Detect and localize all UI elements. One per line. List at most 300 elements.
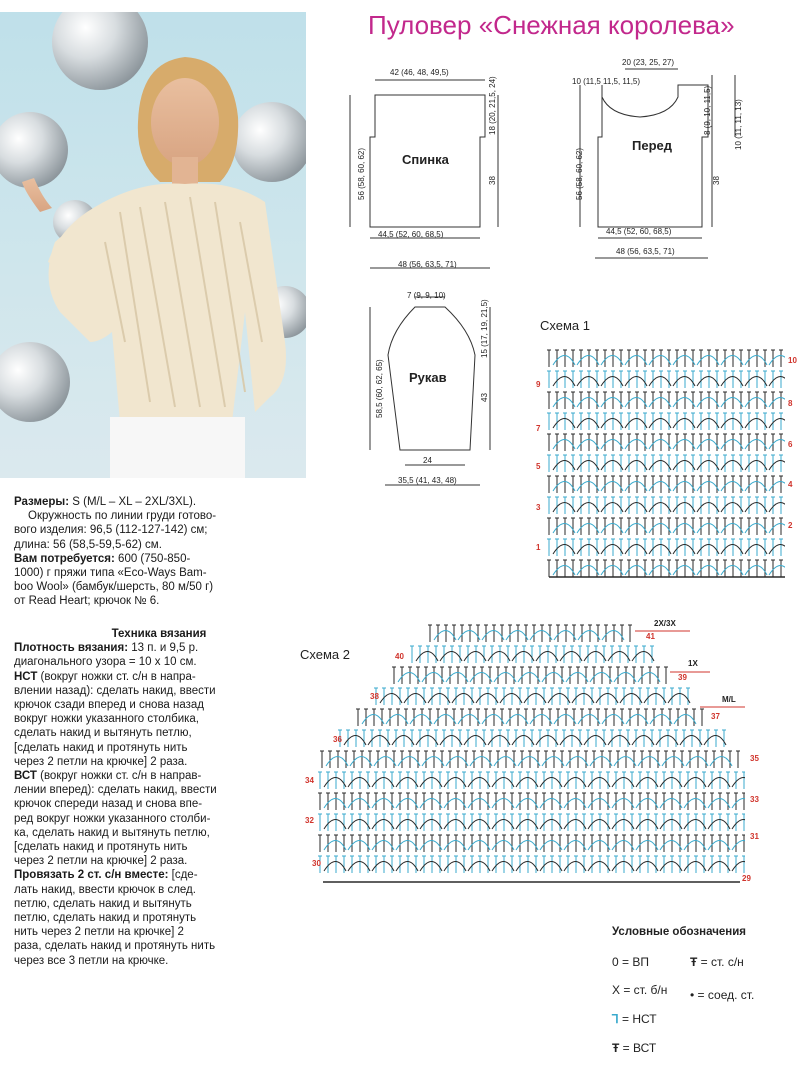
stitch-mark (606, 688, 610, 705)
stitch-mark (742, 835, 745, 852)
chain-arc (444, 862, 466, 872)
chain-arc (745, 377, 767, 387)
stitch-mark (598, 835, 602, 852)
chain-arc (745, 398, 767, 408)
chain-arc (614, 673, 636, 683)
chain-arc (488, 652, 510, 662)
chain-arc (516, 799, 538, 809)
stitch-mark (540, 625, 544, 642)
stitch-mark (468, 625, 472, 642)
chain-arc (769, 461, 785, 471)
stitch-mark (670, 835, 674, 852)
stitch-mark (618, 646, 622, 663)
chain-arc (324, 841, 346, 851)
chain-arc (536, 736, 558, 746)
stitch-mark (707, 539, 711, 556)
chain-arc (422, 673, 444, 683)
stitch-mark (731, 476, 735, 493)
chain-arc (769, 356, 785, 366)
chain-arc (468, 862, 490, 872)
chain-arc (649, 440, 671, 450)
stitch-mark (574, 856, 578, 873)
stitch-mark (646, 835, 650, 852)
stitch-mark (598, 772, 602, 789)
stitch-mark (707, 497, 711, 514)
stitch-mark (707, 392, 711, 409)
stitch-mark (468, 709, 472, 726)
row-number: 33 (750, 795, 759, 804)
chain-arc (348, 820, 370, 830)
chain-arc (564, 841, 586, 851)
chain-arc (572, 694, 594, 704)
chain-arc (601, 524, 623, 534)
chain-arc (577, 356, 599, 366)
chain-arc (697, 482, 719, 492)
chain-arc (649, 566, 671, 576)
chain-arc (626, 715, 648, 725)
chain-arc (554, 631, 576, 641)
stitch-mark (628, 625, 632, 642)
chain-arc (553, 566, 575, 576)
chain-arc (452, 694, 474, 704)
chain-arc (577, 461, 599, 471)
chain-arc (745, 356, 767, 366)
stitch-mark (528, 667, 532, 684)
stitch-mark (731, 455, 735, 472)
stitch-mark (454, 856, 458, 873)
row-number: 39 (678, 673, 687, 682)
chain-arc (324, 820, 346, 830)
stitch-mark (563, 371, 567, 388)
chain-arc (601, 545, 623, 555)
chain-arc (673, 377, 695, 387)
front-side: 38 (712, 176, 721, 185)
stitch-mark (486, 688, 490, 705)
chain-arc (732, 778, 745, 788)
stitch-mark (456, 751, 460, 768)
stitch-mark (611, 434, 615, 451)
need-heading: Вам потребуется: (14, 552, 115, 565)
chain-arc (348, 841, 370, 851)
legend-st-bn-label: = ст. б/н (623, 983, 668, 997)
chain-arc (625, 503, 647, 513)
chain-arc (516, 862, 538, 872)
stitch-mark (635, 350, 639, 367)
chain-arc (721, 545, 743, 555)
chain-arc (468, 778, 490, 788)
stitch-mark (547, 518, 551, 535)
stitch-mark (574, 835, 578, 852)
chain-arc (721, 377, 743, 387)
stitch-mark (410, 646, 414, 663)
chain-arc (721, 503, 743, 513)
chain-arc (348, 799, 370, 809)
stitch-mark (731, 518, 735, 535)
technique-line: петлю, сделать накид и вытянуть (14, 897, 192, 910)
stitch-mark (683, 413, 687, 430)
stitch-mark (594, 646, 598, 663)
front-shoulder: 10 (11,5 11,5, 11,5) (572, 77, 641, 86)
chain-arc (577, 440, 599, 450)
chain-arc (374, 757, 396, 767)
chain-arc (444, 820, 466, 830)
stitch-mark (426, 646, 430, 663)
technique-line: через все 3 петли на крючке. (14, 954, 169, 967)
size-tag-ml: M/L (722, 695, 736, 704)
stitch-mark (731, 560, 735, 577)
chain-arc (464, 652, 486, 662)
stitch-mark (587, 455, 591, 472)
stitch-mark (683, 392, 687, 409)
sizes-block (14, 495, 304, 609)
stitch-mark (522, 730, 526, 747)
stitch-mark (382, 856, 386, 873)
stitch-mark (570, 730, 574, 747)
stitch-mark (779, 350, 783, 367)
stitch-mark (430, 793, 434, 810)
chain-arc (560, 652, 582, 662)
chain-arc (553, 440, 575, 450)
row-number: 6 (788, 440, 793, 449)
stitch-mark (372, 709, 376, 726)
back-height: 56 (58, 60, 62) (357, 147, 366, 200)
stitch-mark (670, 793, 674, 810)
stitch-mark (550, 793, 554, 810)
chain-arc (348, 778, 370, 788)
size-tag-1x: 1X (688, 659, 698, 668)
stitch-mark (444, 625, 448, 642)
row-number: 4 (788, 480, 793, 489)
stitch-mark (635, 371, 639, 388)
stitch-mark (587, 476, 591, 493)
row-number: 32 (305, 816, 314, 825)
stitch-mark (502, 856, 506, 873)
front-height: 56 (58, 60, 62) (575, 147, 584, 200)
stitch-mark (334, 835, 338, 852)
stitch-mark (563, 476, 567, 493)
stitch-mark (478, 793, 482, 810)
stitch-mark (683, 434, 687, 451)
technique-line: крючок сзади вперед и снова назад (14, 699, 205, 712)
chain-arc (324, 862, 346, 872)
chain-arc (649, 503, 671, 513)
stitch-mark (622, 814, 626, 831)
chain-arc (673, 356, 695, 366)
chain-arc (769, 566, 785, 576)
chain-arc (614, 757, 636, 767)
stitch-mark (635, 392, 639, 409)
sizes-line: вого изделия: 96,5 (112-127-142) см; (14, 524, 208, 537)
stitch-mark (392, 667, 396, 684)
chain-arc (326, 757, 348, 767)
stitch-mark (707, 476, 711, 493)
chain-arc (673, 566, 695, 576)
stitch-mark (611, 518, 615, 535)
chain-arc (564, 799, 586, 809)
chain-arc (372, 841, 394, 851)
chain-arc (372, 820, 394, 830)
stitch-mark (574, 793, 578, 810)
chain-arc (636, 799, 658, 809)
stitch-mark (432, 667, 436, 684)
stitch-mark (779, 476, 783, 493)
stitch-mark (550, 856, 554, 873)
stitch-mark (659, 434, 663, 451)
sizes-heading: Размеры: (14, 496, 70, 508)
chain-arc (492, 862, 514, 872)
chain-arc (686, 757, 708, 767)
stitch-mark (547, 350, 551, 367)
chain-arc (553, 545, 575, 555)
stitch-mark (622, 793, 626, 810)
chain-arc (416, 652, 438, 662)
chain-arc (588, 862, 610, 872)
back-bottom-width: 44,5 (52, 60, 68,5) (378, 230, 444, 239)
legend-vst-label: = ВСТ (622, 1041, 657, 1055)
stitch-mark (683, 350, 687, 367)
chain-arc (348, 862, 370, 872)
stitch-mark (546, 730, 550, 747)
stitch-mark (454, 835, 458, 852)
stitch-mark (612, 625, 616, 642)
chain-arc (650, 715, 672, 725)
chain-arc (512, 652, 534, 662)
stitch-mark (587, 371, 591, 388)
chain-arc (494, 673, 516, 683)
chain-arc (710, 757, 732, 767)
stitch-mark (660, 709, 664, 726)
chain-arc (482, 715, 504, 725)
technique-line: через 2 петли на крючке] 2 раза. (14, 755, 188, 768)
stitch-mark (694, 793, 698, 810)
stitch-mark (635, 560, 639, 577)
chain-arc (697, 524, 719, 534)
chain-arc (721, 356, 743, 366)
chain-arc (590, 757, 612, 767)
stitch-mark (478, 814, 482, 831)
stitch-mark (547, 392, 551, 409)
stitch-mark (480, 751, 484, 768)
chain-arc (564, 820, 586, 830)
stitch-mark (683, 560, 687, 577)
vst-heading: ВСТ (14, 770, 37, 783)
stitch-mark (731, 413, 735, 430)
chain-arc (553, 482, 575, 492)
nst-heading: НСТ (14, 670, 38, 683)
chain-arc (420, 820, 442, 830)
row-number: 40 (395, 652, 404, 661)
chain-arc (380, 694, 402, 704)
stitch-mark (670, 772, 674, 789)
chain-arc (577, 524, 599, 534)
stitch-mark (718, 772, 722, 789)
stitch-mark (587, 560, 591, 577)
stitch-mark (707, 560, 711, 577)
legend-st-cn-label: = ст. с/н (700, 955, 744, 969)
chain-arc (601, 398, 623, 408)
chain-arc (344, 736, 366, 746)
stitch-mark (611, 413, 615, 430)
chain-arc (560, 736, 582, 746)
stitch-mark (630, 688, 634, 705)
stitch-mark (683, 476, 687, 493)
chain-arc (649, 398, 671, 408)
stitch-mark (438, 688, 442, 705)
chain-arc (721, 566, 743, 576)
sleeve-label: Рукав (409, 370, 447, 385)
stitch-mark (474, 730, 478, 747)
stitch-mark (635, 518, 639, 535)
stitch-mark (550, 772, 554, 789)
stitch-mark (635, 434, 639, 451)
stitch-mark (684, 709, 688, 726)
stitch-mark (731, 434, 735, 451)
chain-arc (769, 440, 785, 450)
chain-arc (612, 778, 634, 788)
stitch-mark (478, 835, 482, 852)
stitch-mark (594, 730, 598, 747)
chain-arc (660, 778, 682, 788)
stitch-mark (718, 856, 722, 873)
chain-arc (601, 461, 623, 471)
chain-arc (434, 631, 456, 641)
stitch-mark (516, 625, 520, 642)
stitch-mark (755, 392, 759, 409)
stitch-mark (406, 814, 410, 831)
stitch-mark (646, 772, 650, 789)
chain-arc (649, 545, 671, 555)
stitch-mark (402, 730, 406, 747)
stitch-mark (707, 434, 711, 451)
stitch-mark (659, 350, 663, 367)
stitch-mark (659, 497, 663, 514)
stitch-mark (659, 455, 663, 472)
front-total-width: 48 (56, 63,5, 71) (616, 247, 675, 256)
stitch-mark (587, 413, 591, 430)
chain-arc (372, 778, 394, 788)
stitch-mark (731, 497, 735, 514)
stitch-mark (779, 413, 783, 430)
chain-arc (392, 736, 414, 746)
stitch-mark (642, 730, 646, 747)
stitch-mark (358, 835, 362, 852)
stitch-mark (564, 709, 568, 726)
technique-block (14, 627, 304, 968)
stitch-mark (382, 835, 386, 852)
chain-arc (704, 736, 726, 746)
chain-arc (553, 419, 575, 429)
stitch-mark (618, 730, 622, 747)
stitch-mark (587, 434, 591, 451)
chain-arc (584, 736, 606, 746)
chain-arc (649, 482, 671, 492)
back-label: Спинка (402, 152, 449, 167)
chain-arc (540, 862, 562, 872)
stitch-mark (755, 434, 759, 451)
chain-arc (625, 545, 647, 555)
sleeve-cap: 15 (17, 19, 21,5) (480, 299, 489, 358)
chain-arc (632, 652, 654, 662)
stitch-mark (648, 751, 652, 768)
chain-arc (476, 694, 498, 704)
chain-arc (410, 715, 432, 725)
chain-arc (420, 841, 442, 851)
stitch-mark (622, 835, 626, 852)
chain-arc (512, 736, 534, 746)
stitch-mark (779, 560, 783, 577)
stitch-mark (779, 539, 783, 556)
row-number: 30 (312, 859, 321, 868)
chain-arc (492, 820, 514, 830)
technique-line: [сделать накид и протянуть нить (14, 841, 188, 854)
stitch-mark (731, 539, 735, 556)
stitch-mark (563, 434, 567, 451)
back-side: 38 (488, 176, 497, 185)
stitch-mark (502, 835, 506, 852)
chain-arc (596, 694, 618, 704)
technique-line: ка, сделать накид и вытянуть петлю, (14, 826, 210, 839)
stitch-mark (611, 497, 615, 514)
stitch-mark (707, 455, 711, 472)
stitch-mark (707, 371, 711, 388)
sleeve-height: 58,5 (60, 62, 65) (375, 359, 384, 418)
chain-arc (398, 673, 420, 683)
chain-arc (540, 778, 562, 788)
stitch-mark (450, 646, 454, 663)
chain-arc (492, 841, 514, 851)
row-number: 1 (536, 543, 541, 552)
stitch-mark (550, 835, 554, 852)
stitch-mark (354, 730, 358, 747)
stitch-mark (334, 793, 338, 810)
stitch-mark (587, 392, 591, 409)
stitch-mark (547, 476, 551, 493)
stitch-mark (564, 625, 568, 642)
stitch-mark (611, 392, 615, 409)
stitch-mark (546, 646, 550, 663)
chain-arc (684, 862, 706, 872)
stitch-mark (526, 835, 530, 852)
chain-arc (516, 778, 538, 788)
page-title: Пуловер «Снежная королева» (368, 10, 735, 40)
chain-arc (697, 503, 719, 513)
stitch-mark (358, 772, 362, 789)
sizes-line: длина: 56 (58,5-59,5-62) см. (14, 538, 162, 551)
stitch-mark (755, 413, 759, 430)
chain-arc (769, 545, 785, 555)
chain-arc (732, 841, 745, 851)
stitch-mark (659, 560, 663, 577)
chain-arc (446, 757, 468, 767)
technique-line: через 2 петли на крючке] 2 раза. (14, 855, 188, 868)
chain-arc (553, 356, 575, 366)
chain-arc (588, 841, 610, 851)
chain-arc (540, 820, 562, 830)
chain-arc (468, 841, 490, 851)
chain-arc (518, 673, 540, 683)
stitch-mark (779, 455, 783, 472)
stitch-mark (731, 371, 735, 388)
stitch-mark (714, 730, 718, 747)
stitch-mark (598, 814, 602, 831)
chain-arc (721, 482, 743, 492)
stitch-mark (622, 772, 626, 789)
chain-arc (588, 820, 610, 830)
stitch-mark (547, 413, 551, 430)
stitch-mark (742, 856, 745, 873)
stitch-mark (659, 476, 663, 493)
technique-line: петлю, сделать накид и протянуть (14, 912, 197, 925)
